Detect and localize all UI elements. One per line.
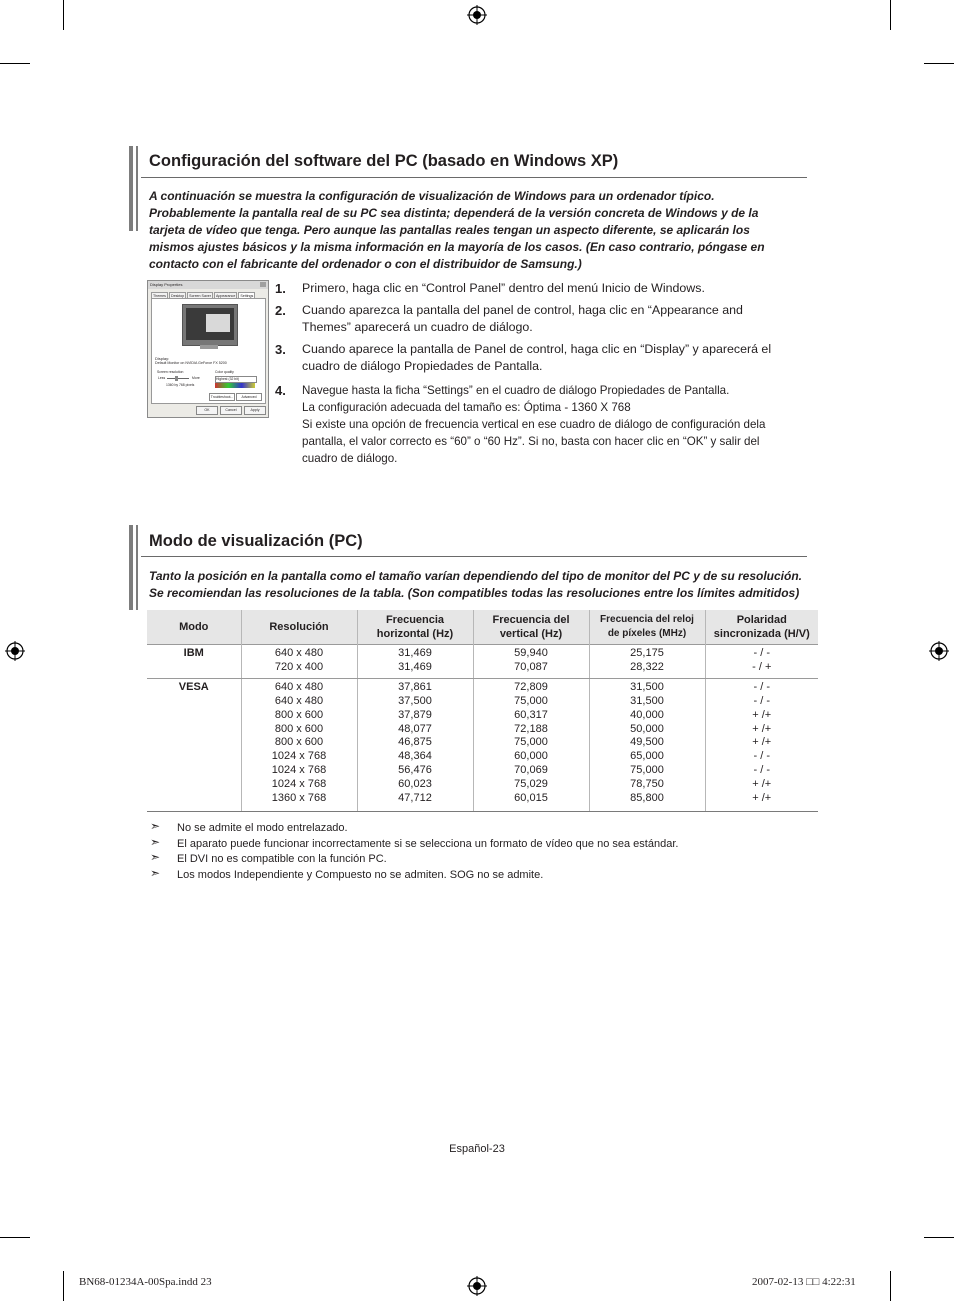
header-mode: Modo <box>147 610 241 645</box>
step-line: pantalla, el valor correcto es “60” o “60 Hz”. Si no, basta con hacer clic en “OK” y salir del <box>302 435 760 448</box>
tab-desktop: Desktop <box>170 294 185 298</box>
step-line: cuadro de diálogo Propiedades de Pantalla. <box>302 359 543 373</box>
section-rule <box>141 177 807 178</box>
cell-mode: IBM <box>147 645 241 679</box>
section-intro <box>149 188 765 273</box>
intro-line: A continuación se muestra la configuración de visualización de Windows para un ordenador típico. <box>149 189 715 203</box>
advanced-button: Advanced <box>236 393 262 401</box>
table-header-row <box>147 610 818 645</box>
step-line: La configuración adecuada del tamaño es: Óptima - 1360 X 768 <box>302 401 631 414</box>
step-line: Navegue hasta la ficha “Settings” en el cuadro de diálogo Propiedades de Pantalla. <box>302 384 730 397</box>
section-marker <box>129 525 133 610</box>
note-text: No se admite el modo entrelazado. <box>177 822 348 834</box>
header-pixel-clock: Frecuencia del reloj de píxeles (MHz) <box>589 610 705 645</box>
monitor-icon <box>182 304 238 346</box>
header-h-freq: Frecuencia horizontal (Hz) <box>357 610 473 645</box>
close-icon <box>260 282 266 287</box>
cell-v-freq: 59,940 70,087 <box>473 645 589 679</box>
footer-timestamp: 2007-02-13 □□ 4:22:31 <box>752 1276 856 1288</box>
step-line: Si existe una opción de frecuencia vertical en ese cuadro de diálogo de configuración dela <box>302 418 766 431</box>
registration-mark-icon <box>929 641 949 661</box>
crop-mark <box>0 63 30 64</box>
color-quality-select: Highest (32 bit) <box>215 376 257 383</box>
note-text: El DVI no es compatible con la función PC. <box>177 853 387 866</box>
intro-line: Tanto la posición en la pantalla como el tamaño varían dependiendo del tipo de monitor del PC y de su resolución. <box>149 569 802 583</box>
resolution-label: Screen resolution <box>157 370 184 374</box>
step-line: Cuando aparezca la pantalla del panel de control, haga clic en “Appearance and <box>302 303 743 317</box>
ok-button: OK <box>196 406 218 415</box>
color-bar <box>215 383 255 388</box>
section-title: Modo de visualización (PC) <box>149 532 363 550</box>
step-number: 3. <box>275 342 286 357</box>
step-line: Cuando aparece la pantalla de Panel de control, haga clic en “Display” y aparecerá el <box>302 342 772 356</box>
registration-mark-icon <box>5 641 25 661</box>
step-number: 4. <box>275 383 286 398</box>
step-text <box>302 382 765 467</box>
crop-mark <box>0 1237 30 1238</box>
step-line: cuadro de diálogo. <box>302 452 398 465</box>
crop-mark <box>924 63 954 64</box>
cell-polarity: - / - - / - + /+ + /+ + /+ - / - - / - + /+ + /+ <box>705 678 818 811</box>
header-resolution: Resolución <box>241 610 357 645</box>
display-properties-screenshot <box>147 280 269 418</box>
intro-line: Se recomiendan las resoluciones de la tabla. (Son compatibles todas las resoluciones entre los límites admitidos) <box>149 586 800 600</box>
arrow-icon: ➣ <box>150 866 161 881</box>
table-row <box>147 645 818 679</box>
cell-h-freq: 31,469 31,469 <box>357 645 473 679</box>
crop-mark <box>890 1271 891 1301</box>
dialog-title: Display Properties <box>150 282 183 287</box>
tab-themes: Themes <box>153 294 166 298</box>
cell-mode: VESA <box>147 678 241 811</box>
crop-mark <box>63 0 64 30</box>
tab-screen-saver: Screen Saver <box>189 294 211 298</box>
cell-v-freq: 72,809 75,000 60,317 72,188 75,000 60,000 70,069 75,029 60,015 <box>473 678 589 811</box>
arrow-icon: ➣ <box>150 850 161 865</box>
arrow-icon: ➣ <box>150 834 161 849</box>
cell-resolution: 640 x 480 640 x 480 800 x 600 800 x 600 800 x 600 1024 x 768 1024 x 768 1024 x 768 1360 x 768 <box>241 678 357 811</box>
color-quality-label: Color quality <box>215 370 234 374</box>
table-row <box>147 678 818 811</box>
section-marker <box>136 146 138 231</box>
intro-line: mismos ajustes básicos y la misma información en la mayoría de los casos. (En caso contrario, póngase en <box>149 240 765 254</box>
step-line: Themes” aparecerá un cuadro de diálogo. <box>302 320 533 334</box>
crop-mark <box>63 1271 64 1301</box>
troubleshoot-button: Troubleshoot... <box>210 395 234 399</box>
page-number: Español-23 <box>449 1143 505 1155</box>
cell-polarity: - / - - / + <box>705 645 818 679</box>
arrow-icon: ➣ <box>150 819 161 833</box>
apply-button: Apply <box>244 406 266 415</box>
step-line: Primero, haga clic en “Control Panel” dentro del menú Inicio de Windows. <box>302 281 705 295</box>
step-text <box>302 341 771 375</box>
display-modes-table <box>147 610 818 812</box>
dialog-panel <box>151 298 266 404</box>
section-intro <box>149 568 802 602</box>
note-text: Los modos Independiente y Compuesto no se admiten. SOG no se admite. <box>177 869 544 882</box>
intro-line: tarjeta de vídeo que tenga. Pero aunque las pantallas reales tengan un aspecto diferente, se aplicarán los <box>149 223 750 237</box>
tab-settings: Settings <box>240 294 254 298</box>
registration-mark-icon <box>467 1276 487 1296</box>
dialog-title-bar <box>148 281 268 289</box>
resolution-slider <box>167 378 189 379</box>
display-label: Display: <box>155 356 170 361</box>
intro-line: Probablemente la pantalla real de su PC sea distinta; dependerá de la versión concreta de Windows y de la <box>149 206 759 220</box>
crop-mark <box>890 0 891 30</box>
section-title: Configuración del software del PC (basado en Windows XP) <box>149 152 619 170</box>
crop-mark <box>924 1237 954 1238</box>
section-marker <box>136 525 138 610</box>
header-v-freq: Frecuencia del vertical (Hz) <box>473 610 589 645</box>
step-text <box>302 280 705 297</box>
step-number: 2. <box>275 303 286 318</box>
step-text <box>302 302 743 336</box>
section-marker <box>129 146 133 231</box>
cell-resolution: 640 x 480 720 x 400 <box>241 645 357 679</box>
step-number: 1. <box>275 281 286 296</box>
resolution-value: 1360 by 768 pixels <box>166 383 195 387</box>
registration-mark-icon <box>467 5 487 25</box>
less-label: Less <box>158 376 166 380</box>
cancel-button: Cancel <box>220 406 242 415</box>
cell-h-freq: 37,861 37,500 37,879 48,077 46,875 48,364 56,476 60,023 47,712 <box>357 678 473 811</box>
header-polarity: Polaridad sincronizada (H/V) <box>705 610 818 645</box>
intro-line: contacto con el fabricante del ordenador o con el distribuidor de Samsung.) <box>149 257 582 271</box>
note-text: El aparato puede funcionar incorrectamente si se selecciona un formato de vídeo que no sea estándar. <box>177 837 679 850</box>
cell-pixel-clock: 31,500 31,500 40,000 50,000 49,500 65,000 75,000 78,750 85,800 <box>589 678 705 811</box>
more-label: More <box>192 376 200 380</box>
footer-file: BN68-01234A-00Spa.indd 23 <box>79 1276 212 1288</box>
cell-pixel-clock: 25,175 28,322 <box>589 645 705 679</box>
section-rule <box>141 556 807 557</box>
tab-appearance: Appearance <box>215 294 236 298</box>
display-value: Default Monitor on NVIDIA GeForce FX 5200 <box>155 361 227 365</box>
